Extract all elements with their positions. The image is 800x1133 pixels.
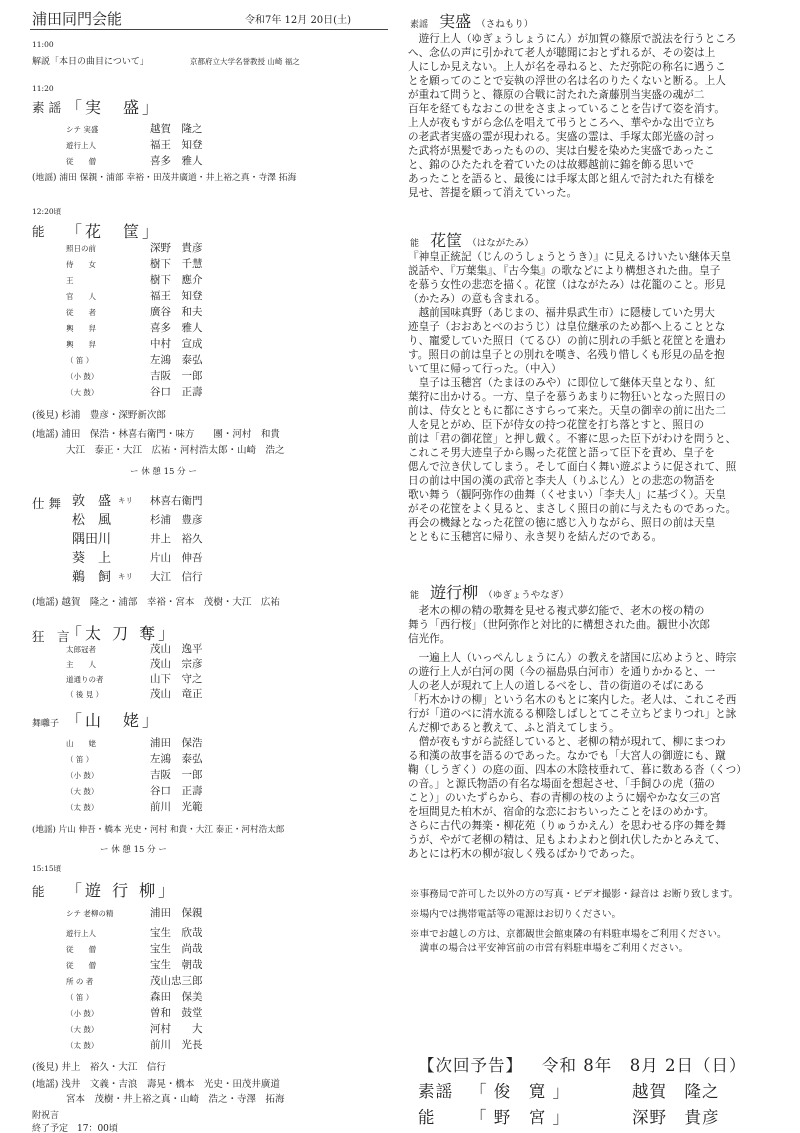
text-line: り、寵愛していた照日（てるひ）の前に別れの手紙と花筐とを遣わ <box>408 335 726 347</box>
text-line: 一遍上人（いっぺんしょうにん）の教えを諸国に広めようと、時宗 <box>408 652 737 664</box>
time-label: 15:15頃 <box>32 864 62 873</box>
cast-role: 道通りの者 <box>66 675 104 684</box>
cast-name: 吉阪 一郎 <box>150 370 203 382</box>
cast-name: 前川 光範 <box>150 801 203 813</box>
piece-title: 「太 刀 奪」 <box>66 624 178 643</box>
text-line: 『神皇正統記（じんのうしょうとうき）』に見えるけいたい継体天皇 <box>408 251 732 263</box>
cast-role: （大 鼓） <box>66 388 99 397</box>
next-performer: 越賀 隆之 <box>632 1082 720 1101</box>
page-title: 浦田同門会能 <box>32 10 123 28</box>
cast-role: 王 <box>66 276 74 285</box>
cast-role: 輿 舁 <box>66 340 96 349</box>
text-line: 人を見とがめ、臣下が侍女の持つ花筐を打ち落とすと、照日の <box>408 419 705 431</box>
cast-role: 照日の前 <box>66 244 96 253</box>
next-performer: 深野 貴彦 <box>632 1108 720 1127</box>
text-line: 鞠（しうぎく）の庭の面、四本の木陰枝垂れて、暮に数ある沓（くつ） <box>408 764 747 776</box>
text-line: 再会の機縁となった花筐の徳に感じ入りながら、照日の前は天皇 <box>408 517 716 529</box>
text-line: とを願ってのことで妄執の浮世の名は名のりたくないと断る。上人 <box>408 75 726 87</box>
cast-role: 所 の 者 <box>66 977 94 986</box>
cast-name: 中村 宣成 <box>150 338 203 350</box>
text-line: あとには朽木の柳が寂しく残るばかりであった。 <box>408 848 641 860</box>
text-line: 日の前は中国の漢の武帝と李夫人（りふじん）との悲恋の物語を <box>408 475 716 487</box>
cast-name: 樹下 千慧 <box>150 258 203 270</box>
lecture-speaker: 京都府立大学名誉教授 山崎 福之 <box>190 57 300 66</box>
text-line: 舞う「西行桜」（世阿弥作と対比的に構想された曲。観世小次郎 <box>408 619 710 631</box>
cast-role: シテ 実盛 <box>66 125 99 134</box>
cast-role: （大 鼓） <box>66 787 99 796</box>
next-genre: 能 <box>418 1108 436 1127</box>
cast-role: 従 者 <box>66 308 96 317</box>
time-label: 11:20 <box>32 84 54 93</box>
time-label: 12:20頃 <box>32 207 62 216</box>
text-line: す。照日の前は皇子との別れを嘆き、名残り惜しくも形見の品を抱 <box>408 349 725 361</box>
text-line: 皇子は玉穂宮（たまほのみや）に即位して継体天皇となり、紅 <box>408 377 716 389</box>
shimai-title: 松 風 <box>72 513 112 528</box>
text-line: 迹皇子（おおあとべのおうじ）は皇位継承のため都へ上ることとな <box>408 321 726 333</box>
cast-role: 輿 舁 <box>66 324 96 333</box>
commentary-genre: 能 <box>410 591 420 601</box>
cast-name: 左鴻 泰弘 <box>150 354 203 366</box>
text-line: 上人が夜もすがら念仏を唱えて弔うところへ、華やかな出で立ち <box>408 117 716 129</box>
end-time: 終了予定 17：00頃 <box>32 1124 118 1133</box>
text-line: 百年を経てもなおこの世をさまよっていることを告げて姿を消す。 <box>408 103 725 115</box>
cast-name: 浦田 保浩 <box>150 737 203 749</box>
cast-name: 左鴻 泰弘 <box>150 753 203 765</box>
lecture-title: 解説「本日の曲目について」 <box>32 57 149 67</box>
cast-role: （太 鼓） <box>66 1041 99 1050</box>
cast-name: 宝生 欣哉 <box>150 927 203 939</box>
text-line: （かたみ）の意も含まれる。 <box>408 293 546 305</box>
text-line: 前は、侍女とともに都にさすらって来た。天皇の御幸の前に出た二 <box>408 405 726 417</box>
text-line: た武将が黒髪であったものの、実は白髪を染めた実盛であったこ <box>408 145 715 157</box>
performer-name: 杉浦 豊彦 <box>150 514 203 526</box>
cast-role: 山 姥 <box>66 739 96 748</box>
cast-name: 福王 知登 <box>150 290 203 302</box>
text-line: 人にしか見えない。上人が名を尋ねると、ただ弥陀の称名に遇うこ <box>408 61 726 73</box>
shimai-title: 鵜 飼 <box>72 570 112 585</box>
cast-role: （小 鼓） <box>66 771 99 780</box>
event-date: 令和7年 12月 20日(土) <box>245 15 351 26</box>
cast-role: （ 笛 ） <box>66 356 94 365</box>
header-divider <box>30 29 388 30</box>
text-line: とともに玉穂宮に帰り、永き契りを結んだのである。 <box>408 531 663 543</box>
text-line: へ、念仏の声に引かれて老人が聴聞におとずれるが、その姿は上 <box>408 47 716 59</box>
text-line: の音。」と源氏物語の有名な場面を想起させ、「手飼ひの虎（猫の <box>408 778 715 790</box>
notice-list <box>410 888 790 956</box>
text-line: さらに古代の舞楽・柳花苑（りゅうかえん）を思わせる序の舞を舞 <box>408 820 726 832</box>
cast-name: 茂山忠三郎 <box>150 975 203 987</box>
notice-item: ※事務局で許可した以外の方の写真・ビデオ撮影・録音は お断り致します。 <box>410 889 739 900</box>
text-line: 遊行上人（ゆぎょうしょうにん）が加賀の篠原で説法を行うところ <box>408 33 737 45</box>
jiutai-line: (地謡) 浦田 保親・浦部 幸裕・田茂井廣道・井上裕之真・寺澤 拓海 <box>32 173 297 183</box>
text-line: を慕う女性の悲恋を描く。花筐（はながたみ）は花籠のこと。形見 <box>408 279 726 291</box>
genre-label: 狂 言 <box>32 629 70 644</box>
performer-name: 大江 信行 <box>150 571 203 583</box>
text-line: を垣間見た柏木が、宿命的な恋におちいったことをほのめかす。 <box>408 806 715 818</box>
next-date: 令和 8年 8月 2日（日） <box>542 1056 747 1075</box>
commentary-reading: （さねもり） <box>476 19 534 30</box>
text-line: 歌い舞う（観阿弥作の曲舞（くせまい）「李夫人」に基づく）。天皇 <box>408 489 726 501</box>
cast-role: 従 僧 <box>66 157 96 166</box>
cast-name: 樹下 應介 <box>150 274 203 286</box>
jiutai-line: 宮本 茂樹・井上裕之真・山崎 浩之・寺澤 拓海 <box>66 1094 285 1105</box>
cast-role: （ 笛 ） <box>66 993 94 1002</box>
cast-role: 従 僧 <box>66 945 96 954</box>
cast-name: 茂山 逸平 <box>150 643 203 655</box>
cast-role: （ 後 見 ） <box>66 690 104 699</box>
cast-name: 浦田 保親 <box>150 907 203 919</box>
cast-role: （太 鼓） <box>66 803 99 812</box>
next-genre: 素謡 <box>418 1082 453 1101</box>
intermission: ー 休 憩 15 分 ー <box>130 467 197 477</box>
program-column <box>0 0 395 1133</box>
next-title: 「 野 宮 」 <box>470 1108 570 1127</box>
shimai-suffix: キリ <box>118 572 133 581</box>
text-line: んだ柳であると教えて、ふと消えてしまう。 <box>408 722 620 734</box>
koken-line: (後見) 井上 裕久・大江 信行 <box>32 1062 166 1073</box>
text-line: 信光作。 <box>408 633 451 645</box>
notice-item: 満車の場合は平安神宮前の市営有料駐車場をご利用ください。 <box>410 943 689 954</box>
genre-label: 能 <box>32 884 45 899</box>
text-line: あったことを語ると、最後には手塚太郎と組んで討たれた有様を <box>408 173 716 185</box>
shimai-title: 葵 上 <box>72 551 112 566</box>
notice-item: ※車でお越しの方は、京都観世会館東隣の有料駐車場をご利用ください。 <box>410 929 727 940</box>
cast-role: 侍 女 <box>66 260 96 269</box>
jiutai-line: 大江 泰正・大江 広祐・河村浩太郎・山崎 浩之 <box>66 445 285 456</box>
cast-role: 従 僧 <box>66 961 96 970</box>
performer-name: 井上 裕久 <box>150 533 203 545</box>
cast-name: 福王 知登 <box>150 139 203 151</box>
notice-item: ※場内では携帯電話等の電源はお切りください。 <box>410 909 622 920</box>
text-line: 行が「道のべに清水流るる柳陰しばしとてこそ立ちどまりつれ」と詠 <box>408 708 737 720</box>
piece-title: 「花 筐」 <box>66 222 162 241</box>
cast-name: 茂山 宗彦 <box>150 658 203 670</box>
text-line: 説話や、『万葉集』、『古今集』の歌などにより構想された曲。皇子 <box>408 265 721 277</box>
time-label: 11:00 <box>32 40 54 49</box>
cast-name: 茂山 竜正 <box>150 688 203 700</box>
cast-name: 深野 貴彦 <box>150 242 203 254</box>
jiutai-line: (地謡) 越賀 隆之・浦部 幸裕・宮本 茂樹・大江 広祐 <box>32 597 280 608</box>
performer-name: 林喜右衛門 <box>150 495 203 507</box>
cast-role: （大 鼓） <box>66 1025 99 1034</box>
text-line: 人の老人が現れて上人の道しるべをし、昔の街道のそばにある <box>408 680 705 692</box>
fushugen-label: 附祝言 <box>32 1111 60 1121</box>
commentary-title: 花筐 <box>430 231 463 250</box>
text-line: 越前国味真野（あじまの、福井県武生市）に隠棲していた男大 <box>408 307 715 319</box>
commentary-body <box>408 250 783 544</box>
jiutai-line: (地謡) 浅井 文義・吉浪 壽晃・橋本 光史・田茂井廣道 <box>32 1079 280 1090</box>
commentary-genre: 素謡 <box>410 20 429 30</box>
genre-label: 仕 舞 <box>32 496 61 511</box>
cast-role: 主 人 <box>66 660 96 669</box>
commentary-body <box>408 32 783 200</box>
genre-label: 舞囃子 <box>32 719 60 729</box>
cast-role: 遊行上人 <box>66 929 96 938</box>
commentary-heading <box>410 580 569 603</box>
cast-name: 廣谷 和夫 <box>150 306 203 318</box>
text-line: 見せ、菩提を願って消えていった。 <box>408 187 578 199</box>
koken-line: (後見) 杉浦 豊彦・深野新次郎 <box>32 410 166 421</box>
genre-label: 能 <box>32 224 45 239</box>
text-line: る和漢の故事を語るのであった。なかでも「大宮人の御遊にも、蹴 <box>408 750 726 762</box>
commentary-reading: （ゆぎょうやなぎ） <box>483 590 569 601</box>
intermission: ー 休 憩 15 分 ー <box>100 845 167 855</box>
performer-name: 片山 伸吾 <box>150 552 203 564</box>
cast-role: （小 鼓） <box>66 372 99 381</box>
genre-label: 素 謡 <box>32 100 61 115</box>
next-title: 「 俊 寛 」 <box>470 1082 570 1101</box>
text-line: と、錦のひたたれを着ていたのは故郷越前に錦を飾る思いで <box>408 159 695 171</box>
text-line: うが、やがて老柳の精は、足もよわよわと倒れ伏したかとみえて、 <box>408 834 726 846</box>
cast-name: 宝生 朝哉 <box>150 959 203 971</box>
cast-name: 森田 保美 <box>150 991 203 1003</box>
shimai-title: 敦 盛 <box>72 494 112 509</box>
cast-name: 宝生 尚哉 <box>150 943 203 955</box>
piece-title: 「実 盛」 <box>66 98 162 117</box>
text-line: 老木の柳の精の歌舞を見せる複式夢幻能で、老木の桜の精の <box>408 605 705 617</box>
cast-name: 吉阪 一郎 <box>150 769 203 781</box>
cast-name: 山下 守之 <box>150 673 203 685</box>
text-line: の老武者実盛の霊が現われる。実盛の霊は、手塚太郎光盛の討っ <box>408 131 716 143</box>
text-line: いて里に帰って行った。（中入） <box>408 363 562 375</box>
text-line: 「朽木かけの柳」という名木のもとに案内した。老人は、これこそ西 <box>408 694 737 706</box>
commentary-genre: 能 <box>410 239 420 249</box>
text-line: これこそ男大迹皇子から賜った花筐と語って臣下を責め、皇子を <box>408 447 715 459</box>
cast-name: 前川 光長 <box>150 1039 203 1051</box>
shimai-suffix: キリ <box>118 496 133 505</box>
text-line: がその花筐をよく見ると、まさしく照日の前に与えたものであった。 <box>408 503 737 515</box>
cast-role: シテ 老柳の精 <box>66 909 114 918</box>
text-line: 前は「君の御花筐」と押し戴く。不審に思った臣下がわけを問うと、 <box>408 433 737 445</box>
cast-name: 曽和 鼓堂 <box>150 1007 203 1019</box>
commentary-body <box>408 604 783 861</box>
cast-role: 太郎冠者 <box>66 645 96 654</box>
jiutai-line: (地謡) 浦田 保浩・林喜右衛門・味方 團・河村 和貴 <box>32 429 280 440</box>
text-line: 僧が夜もすがら読経していると、老柳の精が現れて、柳にまつわ <box>408 736 726 748</box>
commentary-title: 実盛 <box>439 12 472 31</box>
cast-name: 越賀 隆之 <box>150 123 203 135</box>
text-line: 葉狩に出かける。一方、皇子を慕うあまりに物狂いとなった照日の <box>408 391 726 403</box>
cast-name: 喜多 雅人 <box>150 322 203 334</box>
cast-name: 河村 大 <box>150 1023 203 1035</box>
cast-name: 谷口 正壽 <box>150 386 203 398</box>
commentary-reading: （はながたみ） <box>467 238 534 249</box>
cast-role: 遊行上人 <box>66 141 96 150</box>
jiutai-line: (地謡) 片山 伸吾・橋本 光史・河村 和貴・大江 泰正・河村浩太郎 <box>32 825 285 835</box>
text-line: 偲んで泣き伏してしまう。そして面白く舞い遊ぶように促されて、照 <box>408 461 737 473</box>
cast-name: 谷口 正壽 <box>150 785 203 797</box>
next-label: 【次回予告】 <box>418 1056 523 1075</box>
commentary-heading <box>410 228 534 251</box>
shimai-title: 隅田川 <box>72 532 112 547</box>
cast-role: （ 笛 ） <box>66 755 94 764</box>
cast-name: 喜多 雅人 <box>150 155 203 167</box>
cast-role: （小 鼓） <box>66 1009 99 1018</box>
text-line: の遊行上人が白河の関（今の福島県白河市）を通りかかると、一 <box>408 666 716 678</box>
commentary-title: 遊行柳 <box>430 583 479 602</box>
text-line: が重ねて問うと、篠原の合戦に討たれた斎藤別当実盛の魂が二 <box>408 89 705 101</box>
piece-title: 「遊 行 柳」 <box>66 881 178 900</box>
commentary-heading <box>410 9 533 32</box>
text-line: こと）」のいたずらから、春の青柳の枝のように嫋やかな女三の宮 <box>408 792 721 804</box>
piece-title: 「山 姥」 <box>66 711 162 730</box>
cast-role: 官 人 <box>66 292 96 301</box>
